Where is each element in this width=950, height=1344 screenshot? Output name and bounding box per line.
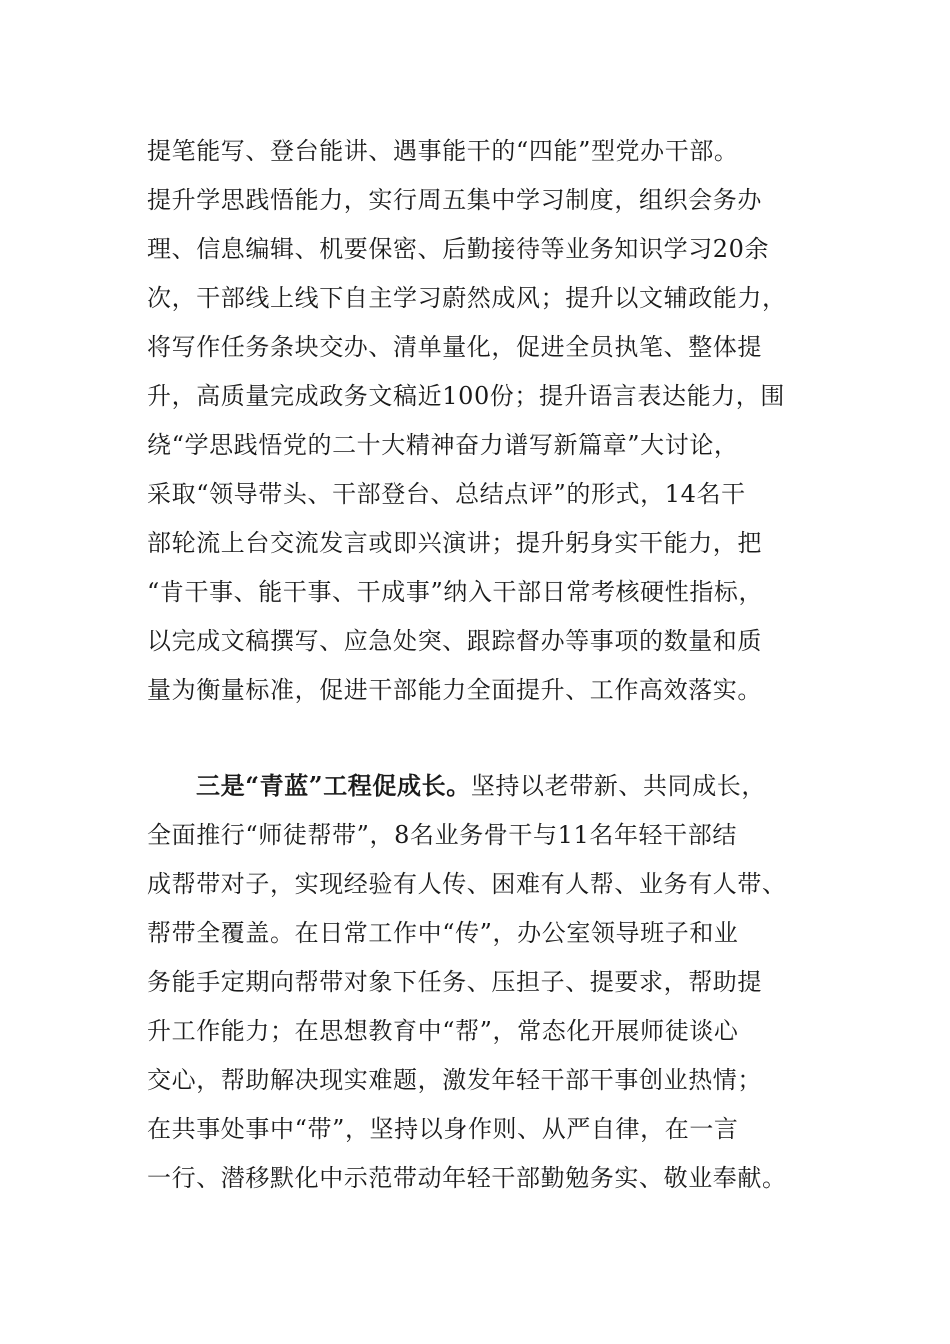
paragraph-1-line-5: 将写作任务条块交办、清单量化，促进全员执笔、整体提 bbox=[147, 333, 762, 361]
paragraph-1-line-3: 理、信息编辑、机要保密、后勤接待等业务知识学习20余 bbox=[147, 235, 770, 263]
paragraph-2-line-5: 务能手定期向帮带对象下任务、压担子、提要求，帮助提 bbox=[147, 968, 762, 996]
paragraph-1-line-7: 绕“学思践悟党的二十大精神奋力谱写新篇章”大讨论， bbox=[147, 431, 739, 459]
paragraph-2-line-9: 一行、潜移默化中示范带动年轻干部勤勉务实、敬业奉献。 bbox=[147, 1164, 787, 1192]
paragraph-1-line-10: “肯干事、能干事、干成事”纳入干部日常考核硬性指标， bbox=[147, 578, 764, 606]
paragraph-1-line-8: 采取“领导带头、干部登台、总结点评”的形式，14名干 bbox=[147, 480, 746, 508]
paragraph-2-line-6: 升工作能力；在思想教育中“帮”，常态化开展师徒谈心 bbox=[147, 1017, 739, 1045]
paragraph-1-line-1: 提笔能写、登台能讲、遇事能干的“四能”型党办干部。 bbox=[147, 137, 739, 165]
paragraph-2-line-3: 成帮带对子，实现经验有人传、困难有人帮、业务有人带、 bbox=[147, 870, 787, 898]
paragraph-2-line-2: 全面推行“师徒帮带”，8名业务骨干与11名年轻干部结 bbox=[147, 821, 737, 849]
paragraph-2-line-8: 在共事处事中“带”，坚持以身作则、从严自律，在一言 bbox=[147, 1115, 739, 1143]
paragraph-1-line-4: 次，干部线上线下自主学习蔚然成风；提升以文辅政能力， bbox=[147, 284, 787, 312]
paragraph-1-line-11: 以完成文稿撰写、应急处突、跟踪督办等事项的数量和质 bbox=[147, 627, 762, 655]
paragraph-2-lead-heading: 三是“青蓝”工程促成长。 bbox=[196, 771, 471, 800]
paragraph-1-line-12: 量为衡量标准，促进干部能力全面提升、工作高效落实。 bbox=[147, 676, 762, 704]
paragraph-2-line-1 bbox=[196, 771, 766, 801]
paragraph-2-first-line-text: 坚持以老带新、共同成长， bbox=[470, 772, 767, 800]
paragraph-2-line-4: 帮带全覆盖。在日常工作中“传”，办公室领导班子和业 bbox=[147, 919, 739, 947]
paragraph-1-line-2: 提升学思践悟能力，实行周五集中学习制度，组织会务办 bbox=[147, 186, 762, 214]
paragraph-1-line-6: 升，高质量完成政务文稿近100份；提升语言表达能力，围 bbox=[147, 382, 786, 410]
paragraph-2-line-7: 交心，帮助解决现实难题，激发年轻干部干事创业热情； bbox=[147, 1066, 762, 1094]
paragraph-1-line-9: 部轮流上台交流发言或即兴演讲；提升躬身实干能力，把 bbox=[147, 529, 762, 557]
